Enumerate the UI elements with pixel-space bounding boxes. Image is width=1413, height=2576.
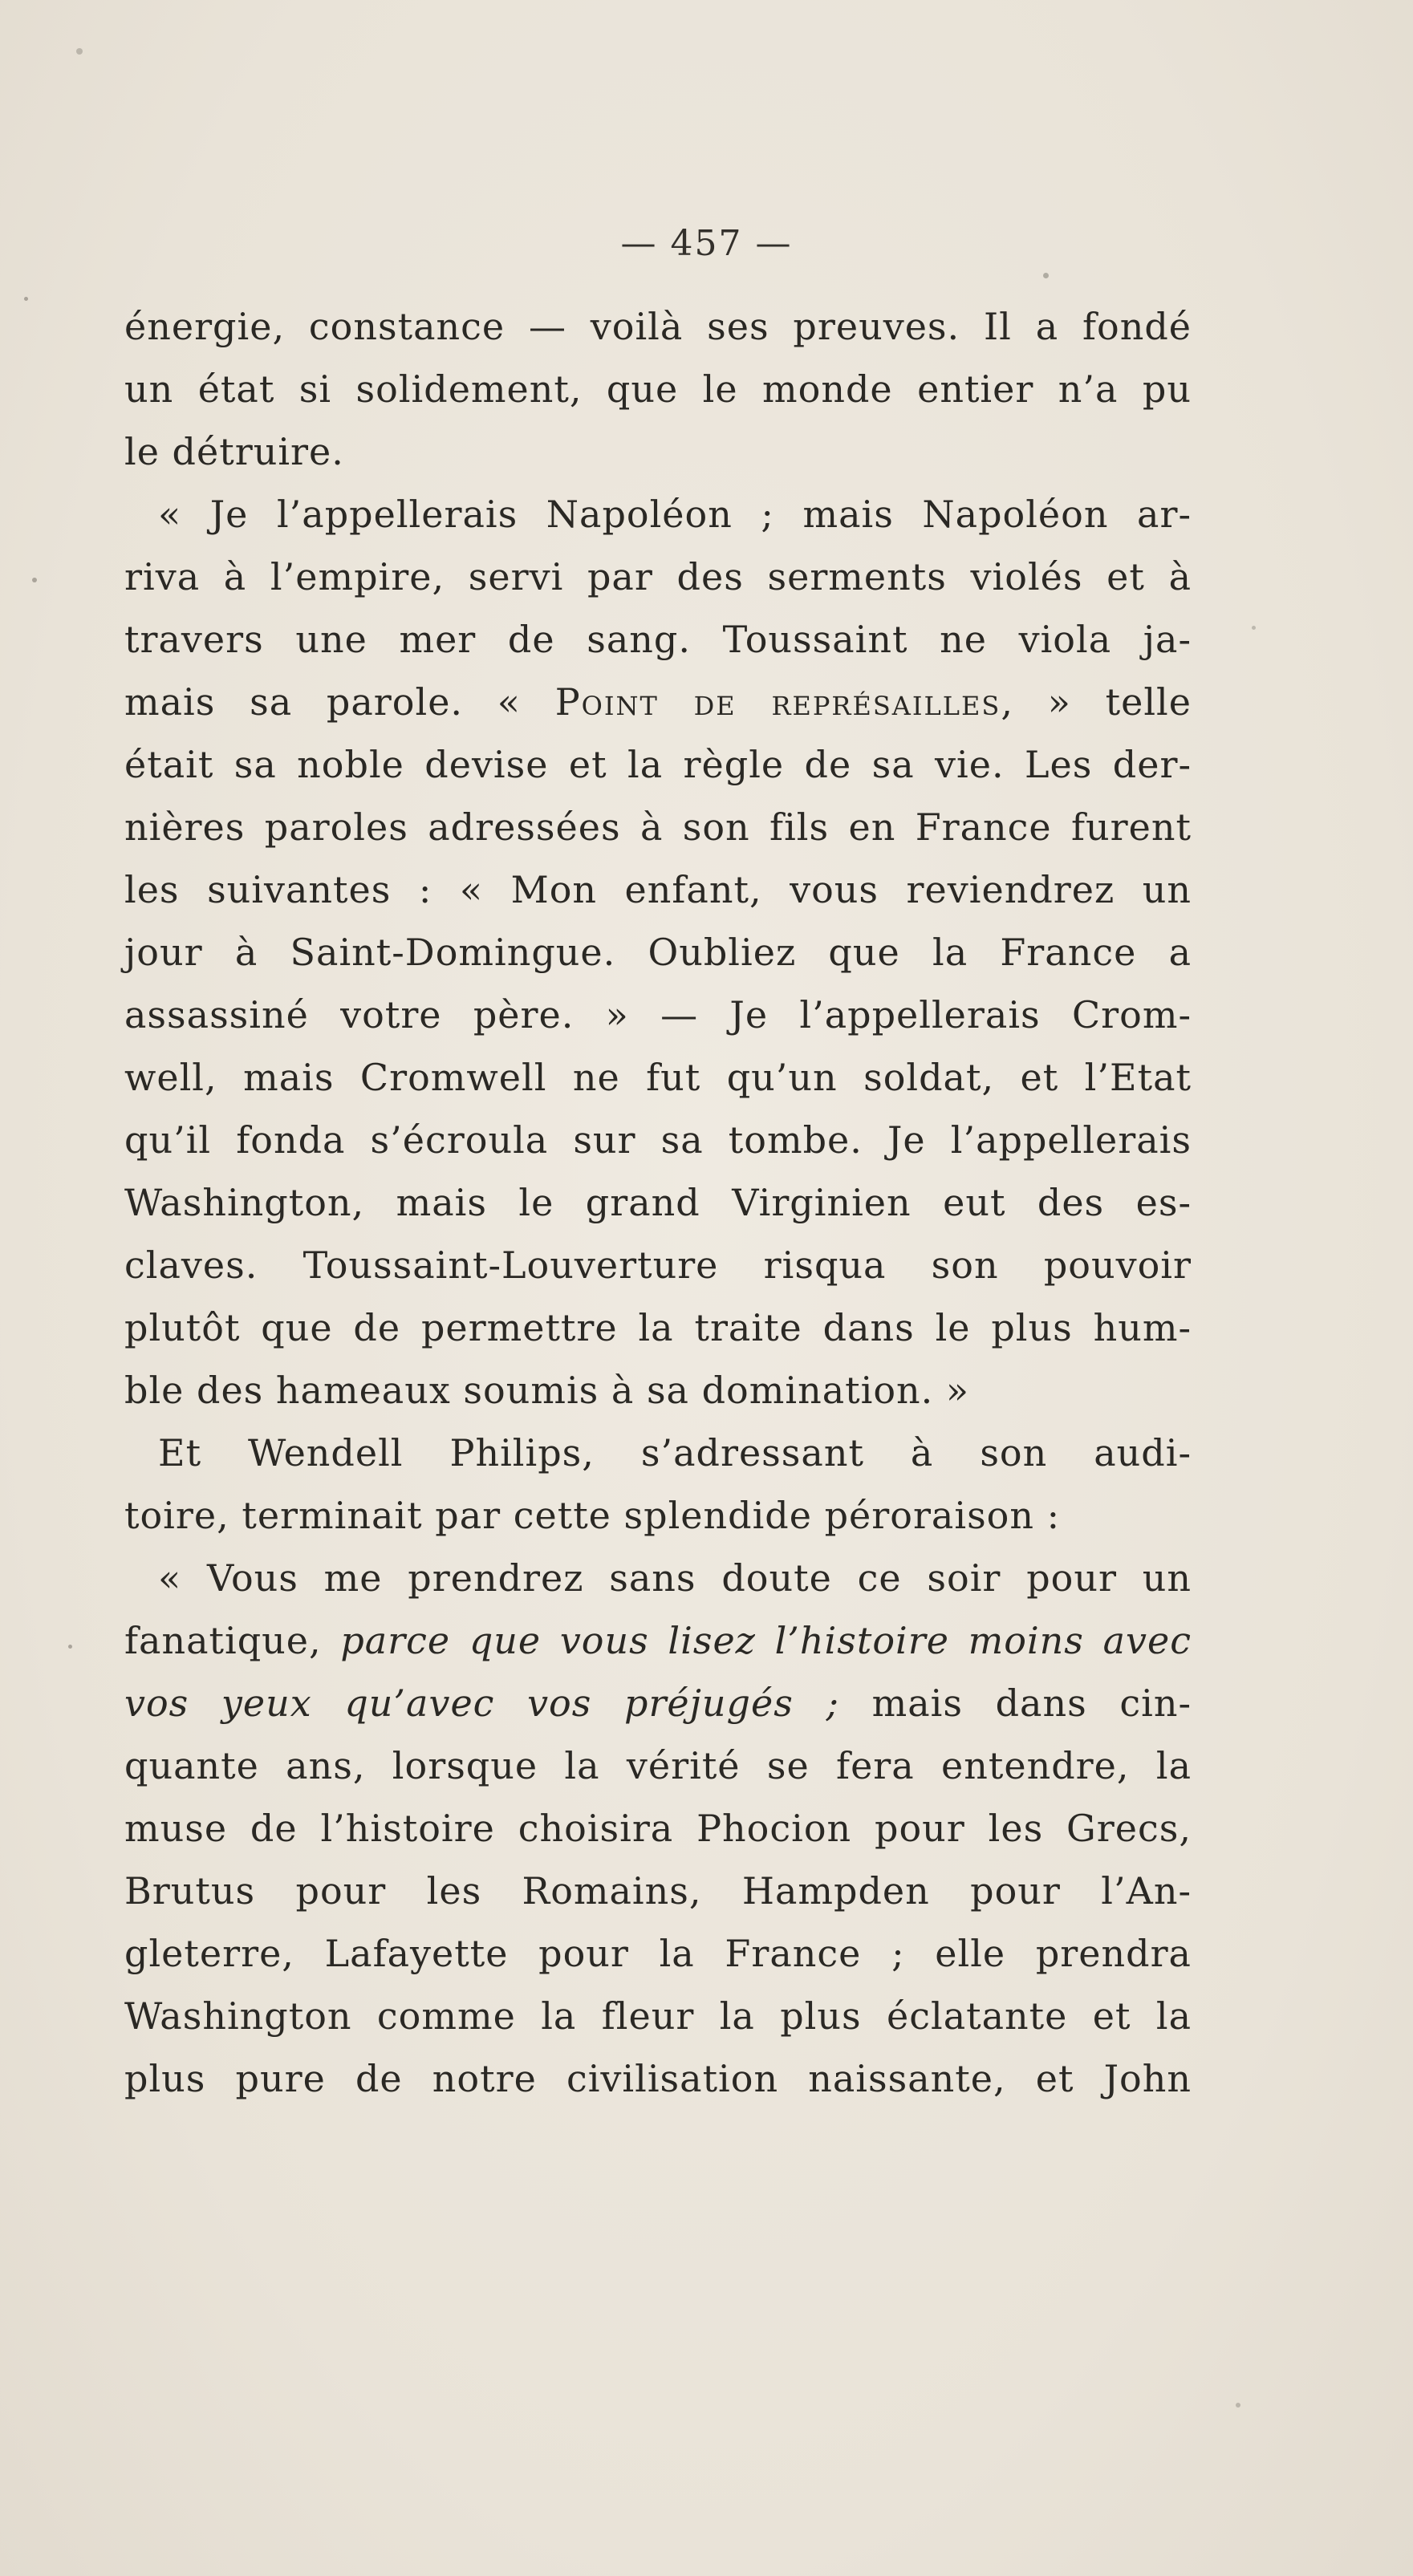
text-line: Brutus pour les Romains, Hampden pour l’An- <box>124 1869 1192 1913</box>
text-segment: fanatique, <box>124 1619 341 1662</box>
text-line <box>124 1672 1192 1734</box>
text-line <box>124 671 1192 733</box>
text-line: le détruire. <box>124 430 344 473</box>
text-line: énergie, constance — voilà ses preuves. Il a fondé <box>124 305 1192 348</box>
paper-speck <box>32 578 37 582</box>
text-line: un état si solidement, que le monde entier n’a pu <box>124 367 1192 411</box>
text-line: Washington, mais le grand Virginien eut des es- <box>124 1181 1192 1224</box>
italic-text: parce que vous lisez l’histoire moins avec <box>340 1619 1192 1662</box>
text-line: Washington comme la fleur la plus éclatante et la <box>124 1994 1192 2038</box>
paper-speck <box>1236 2403 1240 2408</box>
text-line: quante ans, lorsque la vérité se fera entendre, la <box>124 1744 1192 1787</box>
text-line: toire, terminait par cette splendide péroraison : <box>124 1494 1061 1537</box>
text-segment: mais sa parole. « <box>124 680 555 724</box>
paper-speck <box>1043 273 1049 278</box>
text-line: claves. Toussaint-Louverture risqua son pouvoir <box>124 1243 1192 1287</box>
paper-speck <box>76 48 83 55</box>
text-line: well, mais Cromwell ne fut qu’un soldat, et l’Etat <box>124 1056 1192 1099</box>
paper-speck <box>24 297 28 301</box>
text-line: plutôt que de permettre la traite dans le plus hum- <box>124 1306 1192 1349</box>
paper-speck <box>68 1645 72 1649</box>
text-line: les suivantes : « Mon enfant, vous reviendrez un <box>124 868 1192 911</box>
text-line: était sa noble devise et la règle de sa vie. Les der- <box>124 743 1192 786</box>
text-segment: , » telle <box>1001 680 1192 724</box>
text-line: ble des hameaux soumis à sa domination. » <box>124 1369 970 1412</box>
motto-smallcaps: Point de représailles <box>554 680 1001 724</box>
text-line: riva à l’empire, servi par des serments violés et à <box>124 555 1192 598</box>
text-line: gleterre, Lafayette pour la France ; elle prendra <box>124 1932 1192 1975</box>
text-line <box>124 1609 1192 1672</box>
text-line: travers une mer de sang. Toussaint ne viola ja- <box>124 618 1192 661</box>
text-line: plus pure de notre civilisation naissante, et John <box>124 2057 1192 2100</box>
paper-speck <box>1252 626 1256 630</box>
text-line: assassiné votre père. » — Je l’appellerais Crom- <box>124 993 1192 1036</box>
text-line: jour à Saint-Domingue. Oubliez que la France a <box>124 931 1192 974</box>
text-line: « Vous me prendrez sans doute ce soir pour un <box>158 1556 1192 1600</box>
text-line: nières paroles adressées à son fils en France furent <box>124 805 1192 849</box>
text-line: Et Wendell Philips, s’adressant à son audi- <box>158 1431 1192 1475</box>
text-line: muse de l’histoire choisira Phocion pour les Grecs, <box>124 1807 1192 1850</box>
text-line: « Je l’appellerais Napoléon ; mais Napoléon ar- <box>158 493 1192 536</box>
text-line: qu’il fonda s’écroula sur sa tombe. Je l’appellerais <box>124 1118 1192 1162</box>
text-segment: mais dans cin- <box>838 1681 1192 1725</box>
page-number: — 457 — <box>620 223 793 264</box>
body-text <box>124 295 1192 2110</box>
italic-text: vos yeux qu’avec vos préjugés ; <box>124 1681 839 1725</box>
